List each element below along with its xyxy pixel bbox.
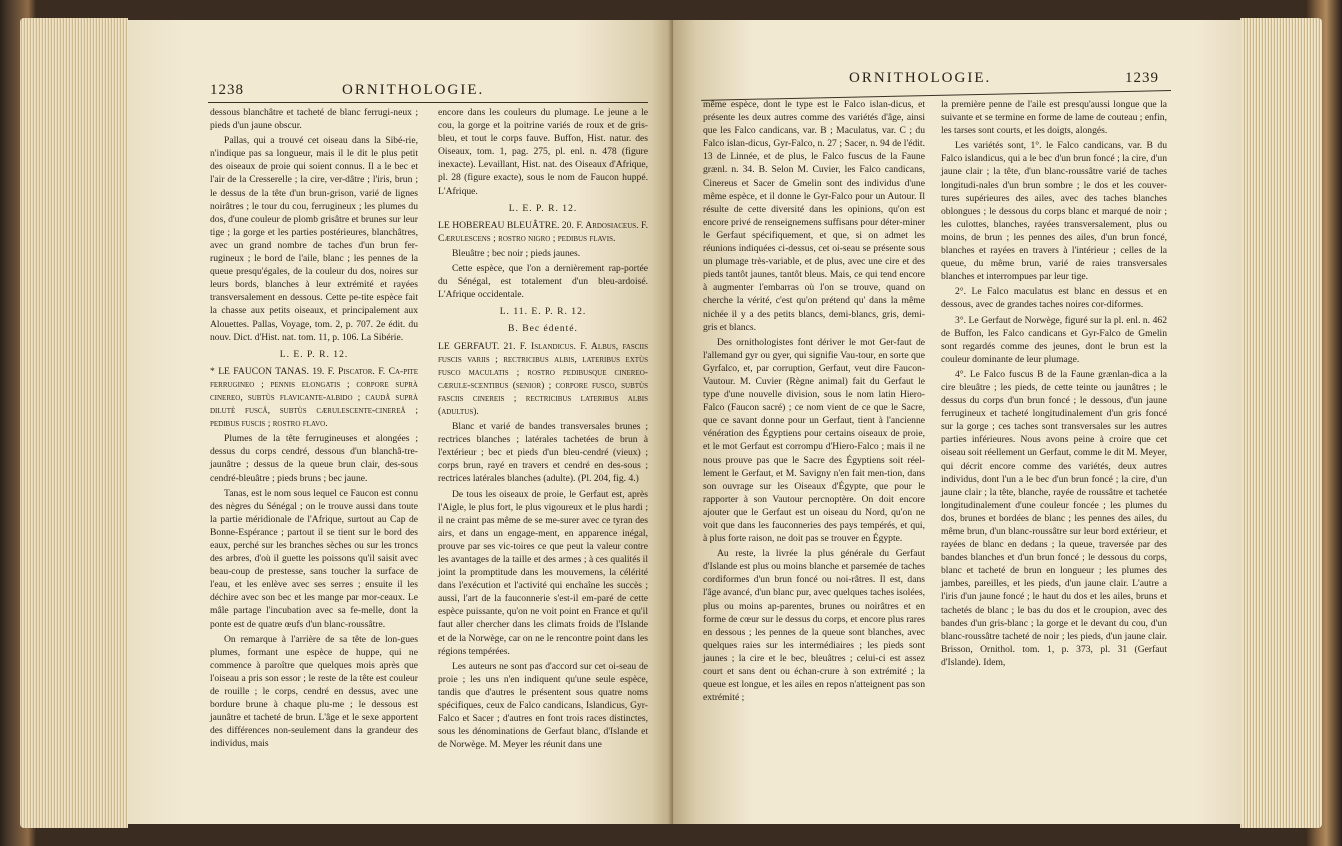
paragraph: De tous les oiseaux de proie, le Gerfaut est, après l'Aigle, le plus fort, le plus vigoureux et le plus hardi ; il ne craint pas même de se me-surer avec ce tyran des airs, et dans un engage-ment, en apparence inégal, prouve par ses vic-toires ce que peut la valeur contre les avantages de la taille et des armes ; à ces qualités il joint la promptitude dans les mouvemens, la célérité dans l'exécution et l'activité qui enchaîne les succès ; aussi, l'art de la fauconnerie s'est-il em-paré de cette espèce puissante, qu'on ne voit point en France et qu'il faut aller chercher dans les climats froids de l'Islande et de la Norwège, car on ne le rencontre point dans les régions tempérées. [438, 488, 648, 657]
range-code: L. 11. E. P. R. 12. [499, 306, 587, 318]
paragraph: 3°. Le Gerfaut de Norwège, figuré sur la pl. enl. n. 462 de Buffon, les Falco candicans et Gyr-Falco de Gmelin sont regardés comme des jeunes, dont le brun est la couleur dominante de leur plumage. [941, 314, 1167, 365]
paragraph: Plumes de la tête ferrugineuses et alongées ; dessus du corps cendré, dessous d'un blanchâ-tre-jaunâtre ; dessus de la queue brun clair, des-sous cendré-bleuâtre ; pieds bruns ; bec jaune. [210, 433, 418, 484]
paragraph: Les variétés sont, 1°. le Falco candicans, var. B du Falco islandicus, qui a le bec d'un brun foncé ; la cire, d'un jaune clair ; la tête, d'un blanc-roussâtre varié de taches longitudi-nales d'un brun sombre ; le dos et les couver-tures supérieures des ailes, avec des taches blanches oblongues ; le dessous du corps blanc et marqué de noir ; les culottes, blanches, rayées transversalement, plus ou moins, de brun ; les pennes des ailes, d'un brun foncé, blanches et rayées en travers à l'intérieur ; celles de la queue, du même brun, varié de raies transversales blanches et interrompues par leur tige. [941, 140, 1167, 283]
paragraph: Bleuâtre ; bec noir ; pieds jaunes. [452, 247, 581, 259]
left-page [128, 20, 673, 824]
paragraph: 4°. Le Falco fuscus B de la Faune grænlan-dica a la cire bleuâtre ; les pieds, de cette teinte ou jaunâtres ; le dessus du corps d'un brun foncé ; le dessous, d'un jaune ferrugineux et tacheté longitudinalement d'un gris foncé sur la gorge ; ces taches sont transversales sur les autres parties inférieures. Nous avons peine à croire que cet oiseau soit réellement un Gerfaut, comme le dit M. Meyer, qui décrit encore comme des variétés, deux autres individus, dont l'un a le bec d'un brun foncé ; la cire, d'un jaune clair ; la tête, blanche, rayée de roussâtre et tachetée longitudinalement d'une couleur foncée ; les plumes du dos, brunes et bordées de blanc ; les pennes des ailes, du même brun, d'un blanc-roussâtre sur leur bord extérieur, et rayées de blanc en dedans ; la queue, traversée par des bandes blanches et d'un brun foncé ; le dessous du corps, blanc et tacheté de brun en longueur ; les plumes des jambes, pareilles, et les pieds, d'un jaune clair. L'autre a l'iris d'un jaune foncé ; le haut du dos et les ailes, bruns et tachetés de blanc ; le bas du dos et le croupion, avec des bandes d'un gris-blanc ; la gorge et le devant du cou, d'un blanc-roussâtre tacheté de noir ; les pieds, d'un jaune clair. Brisson, Ornithol. tom. 1, p. 373, pl. 31 (Gerfaut d'Islande). Idem, [941, 368, 1167, 668]
right-page-number: 1239 [1125, 70, 1159, 86]
left-column-2 [438, 106, 648, 753]
paragraph: Pallas, qui a trouvé cet oiseau dans la Sibé-rie, n'indique pas sa longueur, mais il le dit le plus petit des oiseaux de proie qui soient connus. Il a le bec et l'air de la Cresserelle ; la cire, ver-dâtre ; l'iris, brun ; le dessus de la tête d'un brun-grison, varié de lignes noirâtres ; le tour du cou, ferrugineux ; les plumes du dos, d'une couleur de plomb grisâtre et brunes sur leur tige ; la gorge et les parties postérieures, blanchâtres, avec un grand nombre de taches d'un brun fer-rugineux ; le bord de l'aile, blanc ; les pennes de la queue presqu'égales, de la couleur du dos, noires sur leurs bords, blanches à leur extrémité et rayées transversalement en dessous. Cette pe-tite espèce fait la chasse aux petits oiseaux, et principalement aux Alouettes. Pallas, Voyage, tom. 2, p. 707. 2e édit. du nouv. Dict. d'Hist. nat. tom. 11, p. 106. La Sibérie. [210, 135, 418, 343]
paragraph: Tanas, est le nom sous lequel ce Faucon est connu des nègres du Sénégal ; on le trouve aussi dans toute la partie méridionale de l'Afrique, surtout au Cap de Bonne-Espérance ; partout il se tient sur le bord des eaux, perché sur les branches sèches ou sur les troncs des arbres, d'où il guette les poissons qu'il saisit avec beau-coup de prestesse, sans toucher la surface de l'eau, et les enlève avec ses serres ; ensuite il les déchire avec son bec et les mange par mor-ceaux. Le mâle partage l'incubation avec sa fe-melle, dont la ponte est de quatre œufs d'un blanc-roussâtre. [210, 487, 418, 630]
paragraph: 2°. Le Falco maculatus est blanc en dessus et en dessous, avec de grandes taches noires cor-diformes. [941, 286, 1167, 311]
right-column-2 [941, 98, 1167, 671]
left-page-stack [20, 18, 128, 828]
paragraph: Cette espèce, que l'on a dernièrement rap-portée du Sénégal, est totalement d'un bleu-ardoisé. L'Afrique occidentale. [438, 263, 648, 301]
species-heading: LE GERFAUT. 21. F. Islandicus. F. Albus, fasciis fuscis variis ; rectricibus albis, lateribus extùs fusco maculatis ; rostro pedibusque cinereo-cærule-scentibus (senior) ; corpore fusco, subtùs fasciis cinereis ; rectricibus lateribus albis (adultus). [438, 340, 648, 417]
paragraph: On remarque à l'arrière de sa tête de lon-gues plumes, formant une espèce de huppe, qui ne commence à paroître que quelques mois après que l'oiseau a pris son essor ; le reste de la tête est couleur de rouille ; le corps, cendré en dessus, avec une bordure brune à chaque plu-me ; le dessous est jaunâtre et tacheté de brun. L'âge et le sexe apportent des différences non-seulement dans la grandeur des individus, mais [210, 633, 418, 750]
paragraph: encore dans les couleurs du plumage. Le jeune a le cou, la gorge et la poitrine variés de roux et de gris-bleu, et tout le corps fauve. Buffon, Hist. natur. des Oiseaux, tom. 1, pag. 275, pl. enl. n. 478 (figure inexacte). Levaillant, Hist. nat. des Oiseaux d'Afrique, pl. 28 (figure exacte), sous le nom de Faucon huppé. L'Afrique. [438, 107, 648, 197]
right-running-head: ORNITHOLOGIE. [849, 70, 992, 86]
range-code: L. E. P. R. 12. [279, 348, 349, 360]
right-page [673, 20, 1242, 824]
left-running-head: ORNITHOLOGIE. [342, 82, 485, 98]
left-page-number: 1238 [210, 82, 244, 98]
section-heading: B. Bec édenté. [508, 323, 578, 335]
left-column-1 [210, 106, 418, 753]
right-column-1 [703, 98, 925, 706]
paragraph: Les auteurs ne sont pas d'accord sur cet oi-seau de proie ; les uns n'en indiquent qu'une seule espèce, tandis que d'autres le présentent sous quatre noms spécifiques, ceux de Falco candicans, Islandicus, Gyr-Falco et Sacer ; d'autres en font trois races distinctes, sous les dénominations de Gerfaut blanc, d'Islande et de Norwège. M. Meyer les réunit dans une [438, 660, 648, 751]
left-header-rule [208, 102, 648, 103]
species-heading: * LE FAUCON TANAS. 19. F. Piscator. F. Ca-pite ferrugineo ; pennis elongatis ; corpore suprà cinereo, subtùs flavicante-albido ; caudâ suprà dilutè fuscâ, subtùs cærulescente-cinereâ ; pedibus fuscis ; rostro flavo. [210, 365, 418, 430]
range-code: L. E. P. R. 12. [508, 202, 578, 214]
paragraph: la première penne de l'aile est presqu'aussi longue que la suivante et se termine en forme de lame de couteau ; enfin, les tarses sont courts, et les doigts, alongés. [941, 99, 1167, 137]
paragraph: Au reste, la livrée la plus générale du Gerfaut d'Islande est plus ou moins blanche et parsemée de taches cordiformes d'un brun foncé ou noi-râtres. Il est, dans l'âge avancé, d'un blanc pur, avec quelques taches isolées, plus ou moins ap-parentes, brunes ou noirâtres et en forme de cœur sur le dessus du corps, et encore plus rares en dessous ; les pennes de la queue sont blanches, avec quelques raies sur les intermédiaires ; les pieds sont jaunes ; la cire et le bec, bleuâtres ; celui-ci est assez court et sans dent ou échan-crure à son extrémité ; la queue est longue, et les ailes en repos n'atteignent pas son extrémité ; [703, 548, 925, 704]
right-page-stack [1240, 18, 1322, 828]
paragraph: dessous blanchâtre et tacheté de blanc ferrugi-neux ; pieds d'un jaune obscur. [210, 107, 418, 132]
paragraph: même espèce, dont le type est le Falco islan-dicus, et présente les deux autres comme des variétés d'âge, ainsi que les Falco candicans, var. B ; Maculatus, var. C ; du Falco islan-dicus, Gyr-Falco, n. 27 ; Sacer, n. 94 de l'édit. 13 de Linnée, et de plus, le Falco fuscus de la Faune grænl. n. 34. B. Selon M. Cuvier, les Falco candicans, Cinereus et Sacer de Gmelin sont des individus d'une même espèce, et il donne le Gyr-Falco pour un Autour. Il résulte de cette diversité dans les opinions, qu'on est encore privé de renseignemens suffisans pour déter-miner le Gerfaut spécifiquement, et que, si on admet les réunions indiquées ci-dessus, cet oi-seau se présente sous un plumage très-variable, et de plus, avec une cire et des pieds tantôt jaunes, tantôt bleus. Mais, ce qui tend encore à augmenter l'embarras où l'on se trouve, quand on cherche la vérité, c'est qu'on prétend qu' dans la même nichée il y a des petits blancs, demi-blancs, gris, demi-gris et blancs. [703, 99, 925, 333]
paragraph: Des ornithologistes font dériver le mot Ger-faut de l'allemand gyr ou gyer, qui signifie Vau-tour, en sorte que Gyrfalco, et, par corruption, Gerfaut, veut dire Faucon-Vautour. M. Cuvier (Règne animal) fait du Gerfaut le type d'une nouvelle division, sous le nom latin Hiero-Falco (Faucon sacré) ; ce nom vient de ce que le Sacre, que ce savant donne pour un Gerfaut, tient à l'ancienne vénération des Égyptiens pour certains oiseaux de proie, et le mot Gerfaut est corrompu d'Hiero-Falco ; mais il ne nous prouve pas que le Sacre des Égyptiens soit réel-lement le Gerfaut, et M. Savigny n'en fait men-tion, dans son ouvrage sur les Oiseaux d'Égypte, que pour le rapporter à son Vautour percnoptère. On doit encore ajouter que le Gerfaut est un oiseau du Nord, qu'on ne voit que dans les fauconneries des pays tempérés, et qui, à plus forte raison, ne doit pas se trouver en Égypte. [703, 336, 925, 545]
paragraph: Blanc et varié de bandes transversales brunes ; rectrices blanches ; latérales tachetées de brun à l'extérieur ; bec et pieds d'un bleu-cendré (vieux) ; corps brun, rayé en travers et cendré en des-sous ; rectrices latérales blanches (adulte). (Pl. 204, fig. 4.) [438, 421, 648, 485]
species-heading: LE HOBEREAU BLEUÂTRE. 20. F. Ardosiaceus. F. Cærulescens ; rostro nigro ; pedibus flavis. [438, 219, 648, 244]
